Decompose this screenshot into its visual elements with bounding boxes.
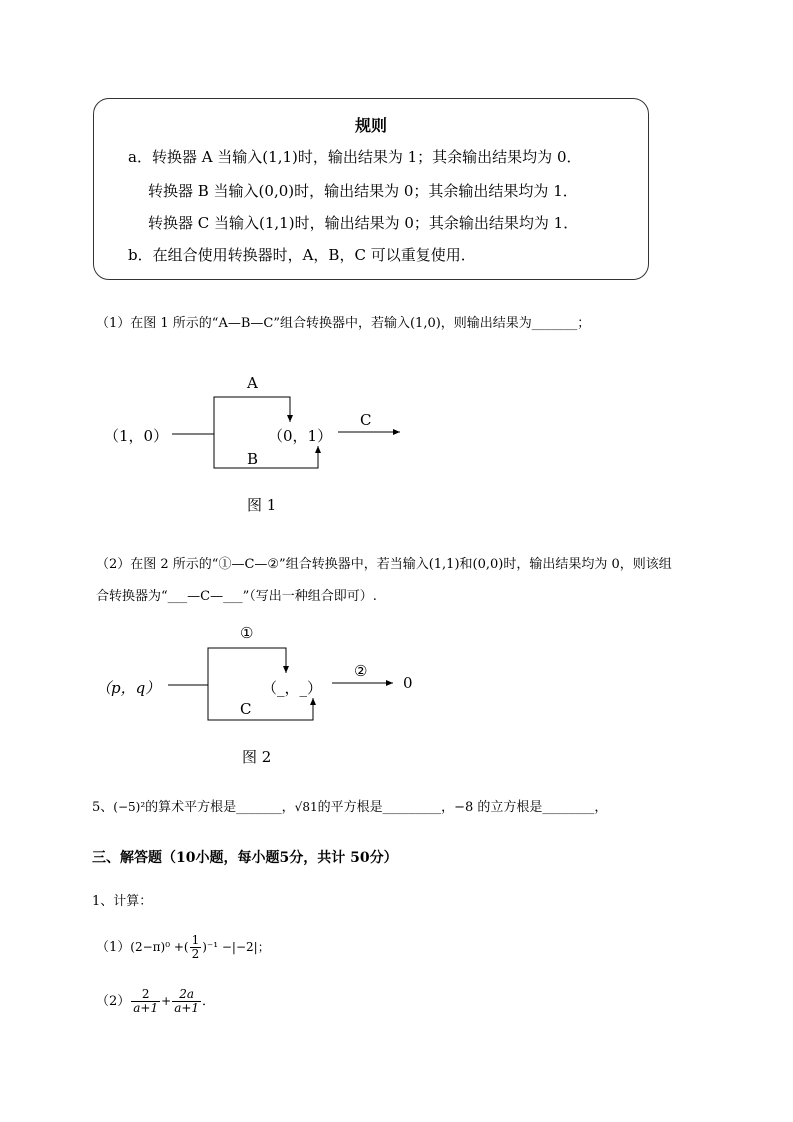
fig2-bottom-label: C [240,700,252,718]
calc2-fraction-2 [172,988,201,1015]
fig1-out-label: C [360,411,372,429]
q5-text2: 的平方根是_________，−8 的立方根是________， [317,800,608,815]
calc1-den: 2 [191,947,200,962]
fig1-middle: （0，1） [268,427,333,445]
fig2-output: 0 [403,674,413,692]
calc1-expr-a: (2−π)⁰ +( [130,940,189,955]
fig2-caption: 图 2 [242,748,272,766]
rule-line-a: a．转换器 A 当输入(1,1)时，输出结果为 1；其余输出结果均为 0． [128,148,582,166]
question-1: （1）在图 1 所示的“A—B—C”组合转换器中，若输入(1,0)，则输出结果为_______； [96,316,591,331]
fig1-caption: 图 1 [247,496,277,514]
fig1-bottom-label: B [247,450,259,468]
question-2-line1: （2）在图 2 所示的“①—C—②”组合转换器中，若当输入(1,1)和(0,0)时，输出结果均为 0，则该组 [96,557,672,572]
q5-prefix: 5、 [92,800,114,815]
section-3-title: 三、解答题（10小题，每小题5分，共计 50分） [92,850,398,866]
fig2-input: （p，q） [96,679,161,697]
fig2-middle: （_，_） [262,679,323,697]
fig2-out-label: ② [354,662,368,680]
question-5 [92,796,607,815]
calc2-num1: 2 [131,988,160,1002]
question-2-line2: 合转换器为“___—C—___”（写出一种组合即可）. [96,589,377,604]
calc2-fraction-1 [131,988,160,1015]
calc1-expr-b: )⁻¹ −|−2|； [202,940,270,955]
calc1-fraction [190,934,202,961]
calc2-op: + [161,994,172,1009]
calc2-den2: a+1 [174,1001,200,1016]
fig2-top-label: ① [240,624,254,642]
calc-1 [96,934,270,961]
calc2-den1: a+1 [133,1001,159,1016]
calc2-end: ． [202,994,216,1010]
rules-title: 规则 [354,116,387,135]
fig1-top-label: A [247,374,258,392]
q5-expr2: √81 [294,800,318,814]
q5-expr1: (−5)² [113,800,146,814]
q5-text1: 的算术平方根是_______， [145,800,295,815]
fig1-input: （1，0） [104,427,169,445]
rule-line-c-converter: 转换器 C 当输入(1,1)时，输出结果为 0；其余输出结果均为 1． [148,214,579,232]
rule-line-b-converter: 转换器 B 当输入(0,0)时，输出结果为 0；其余输出结果均为 1． [148,182,578,200]
calc2-num2: 2a [172,988,201,1002]
calc-2 [96,988,215,1015]
calc1-label: （1） [96,940,131,956]
calc-title: 1、计算： [92,894,153,909]
calc2-label: （2） [96,994,131,1010]
calc1-num: 1 [191,933,200,947]
rule-line-b: b．在组合使用转换器时，A，B，C 可以重复使用． [128,246,476,264]
